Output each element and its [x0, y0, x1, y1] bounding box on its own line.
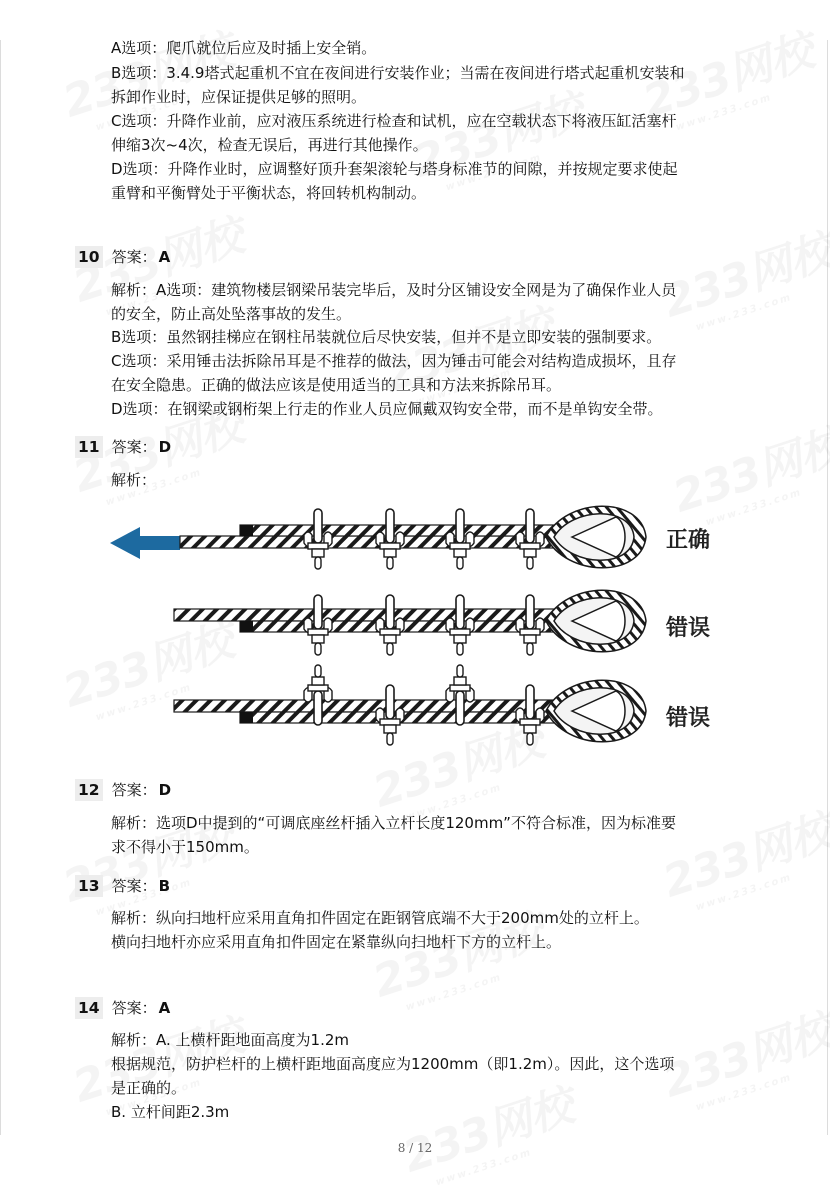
answer-value: D	[158, 438, 172, 456]
question-number: 13	[75, 875, 103, 897]
explanation-line: 解析：选项D中提到的“可调底座丝杆插入立杆长度120mm”不符合标准，因为标准要	[111, 814, 676, 832]
explanation-line: B选项：3.4.9塔式起重机不宜在夜间进行安装作业；当需在夜间进行塔式起重机安装和	[111, 64, 685, 82]
question-number: 14	[75, 997, 103, 1019]
explanation-line: 横向扫地杆亦应采用直角扣件固定在紧靠纵向扫地杆下方的立杆上。	[111, 933, 562, 951]
explanation-line: 求不得小于150mm。	[111, 838, 259, 856]
explanation-line: B选项：虽然钢挂梯应在钢柱吊装就位后尽快安装，但并不是立即安装的强制要求。	[111, 328, 662, 346]
diagram-row-correct	[110, 506, 646, 569]
answer-header	[75, 997, 170, 1019]
watermark	[404, 75, 593, 200]
answer-header	[75, 779, 171, 801]
explanation-line: 伸缩3次~4次，检查无误后，再进行其他操作。	[111, 136, 428, 154]
diagram-label-wrong: 错误	[666, 706, 711, 731]
explanation-line: C选项：升降作业前，应对液压系统进行检查和试机，应在空载状态下将液压缸活塞杆	[111, 112, 677, 130]
explanation-line: B. 立杆间距2.3m	[111, 1103, 230, 1121]
explanation-line: D选项：在钢梁或钢桁架上行走的作业人员应佩戴双钩安全带，而不是单钩安全带。	[111, 400, 663, 418]
watermark	[654, 215, 830, 340]
answer-header	[75, 246, 170, 268]
answer-value: B	[158, 877, 171, 895]
answer-label: 答案：	[111, 248, 157, 266]
explanation-line: C选项：采用锤击法拆除吊耳是不推荐的做法，因为锤击可能会对结构造成损坏，且存	[111, 352, 677, 370]
explanation-line: 根据规范，防护栏杆的上横杆距地面高度应为1200mm（即1.2m）。因此，这个选项	[111, 1055, 675, 1073]
explanation-line: 解析：A. 上横杆距地面高度为1.2m	[111, 1031, 350, 1049]
explanation-line: 在安全隐患。正确的做法应该是使用适当的工具和方法来拆除吊耳。	[111, 376, 562, 394]
diagram-label-wrong: 错误	[666, 616, 711, 641]
question-number: 11	[75, 436, 103, 458]
answer-header	[75, 436, 171, 458]
diagram-row-wrong-1	[174, 590, 646, 655]
explanation-line: 是正确的。	[111, 1079, 187, 1097]
explanation-line: 解析：纵向扫地杆应采用直角扣件固定在距钢管底端不大于200mm处的立杆上。	[111, 909, 649, 927]
watermark	[394, 1070, 583, 1195]
question-number: 10	[75, 246, 103, 268]
explanation-line: 重臂和平衡臂处于平衡状态，将回转机构制动。	[111, 184, 427, 202]
explanation-line: 解析：A选项：建筑物楼层钢梁吊装完毕后，及时分区铺设安全网是为了确保作业人员	[111, 281, 677, 299]
answer-label: 答案：	[111, 438, 157, 456]
explanation-line: 拆卸作业时，应保证提供足够的照明。	[111, 88, 367, 106]
answer-header	[75, 875, 170, 897]
diagram-label-correct: 正确	[666, 528, 711, 553]
explanation-line: A选项：爬爪就位后应及时插上安全销。	[111, 39, 377, 57]
answer-value: D	[158, 781, 172, 799]
explanation-line: D选项：升降作业时，应调整好顶升套架滚轮与塔身标准节的间隙，并按规定要求使起	[111, 160, 678, 178]
wire-rope-clip-diagram	[108, 503, 748, 773]
answer-value: A	[158, 999, 171, 1017]
explanation-line: 的安全，防止高处坠落事故的发生。	[111, 305, 352, 323]
watermark	[654, 995, 830, 1120]
answer-label: 答案：	[111, 999, 157, 1017]
question-number: 12	[75, 779, 103, 801]
diagram-row-wrong-2	[174, 665, 646, 745]
answer-value: A	[158, 248, 171, 266]
watermark	[654, 795, 830, 920]
answer-label: 答案：	[111, 781, 157, 799]
explanation-line: 解析：	[111, 471, 157, 489]
page-indicator: 8 / 12	[397, 1141, 433, 1155]
answer-label: 答案：	[111, 877, 157, 895]
